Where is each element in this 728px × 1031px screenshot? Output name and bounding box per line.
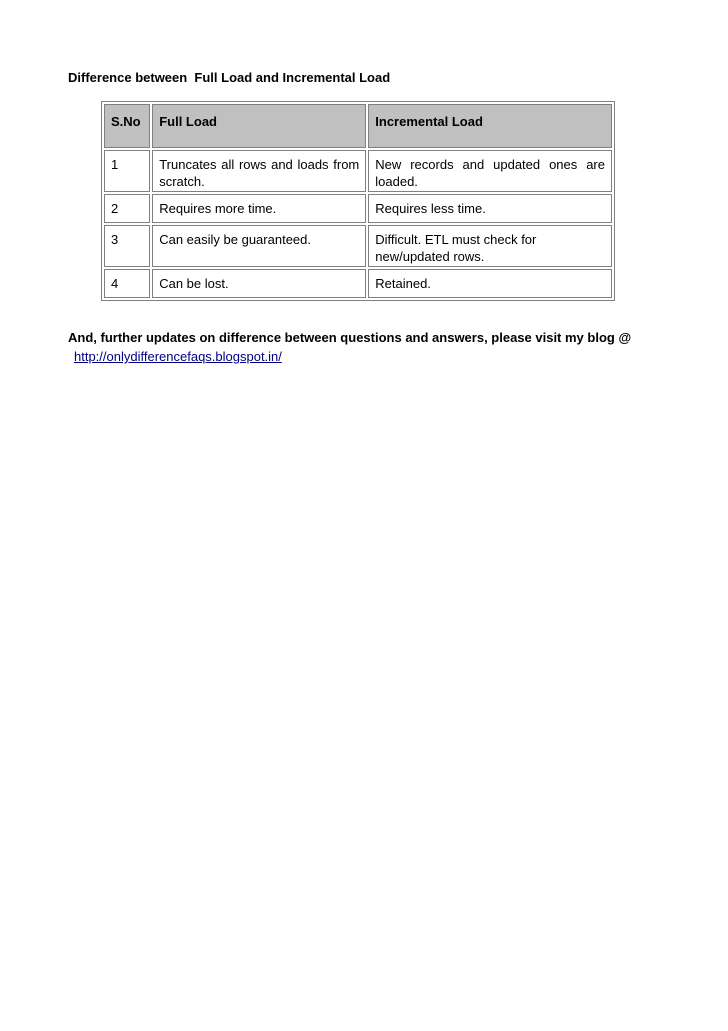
table-row xyxy=(104,269,612,298)
comparison-table xyxy=(101,101,615,301)
table-row xyxy=(104,194,612,223)
table-row xyxy=(104,225,612,267)
cell-sno: 4 xyxy=(104,269,150,298)
table-row xyxy=(104,150,612,192)
table-header-row xyxy=(104,104,612,148)
cell-full-load: Requires more time. xyxy=(152,194,366,223)
cell-incremental-load: New records and updated ones are loaded. xyxy=(368,150,612,192)
page-title: Difference between Full Load and Incremental Load xyxy=(68,70,391,85)
cell-incremental-load: Requires less time. xyxy=(368,194,612,223)
header-full-load: Full Load xyxy=(152,104,366,148)
header-incremental-load: Incremental Load xyxy=(368,104,612,148)
cell-sno: 2 xyxy=(104,194,150,223)
cell-full-load: Can easily be guaranteed. xyxy=(152,225,366,267)
cell-sno: 1 xyxy=(104,150,150,192)
cell-full-load: Can be lost. xyxy=(152,269,366,298)
cell-incremental-load: Retained. xyxy=(368,269,612,298)
footer-text: And, further updates on difference between questions and answers, please visit my blog @ xyxy=(68,330,632,345)
cell-sno: 3 xyxy=(104,225,150,267)
header-sno: S.No xyxy=(104,104,150,148)
cell-full-load: Truncates all rows and loads from scratch. xyxy=(152,150,366,192)
footer-note xyxy=(68,328,668,366)
cell-incremental-load: Difficult. ETL must check for new/updated rows. xyxy=(368,225,612,267)
blog-link[interactable]: http://onlydifferencefaqs.blogspot.in/ xyxy=(74,349,282,364)
